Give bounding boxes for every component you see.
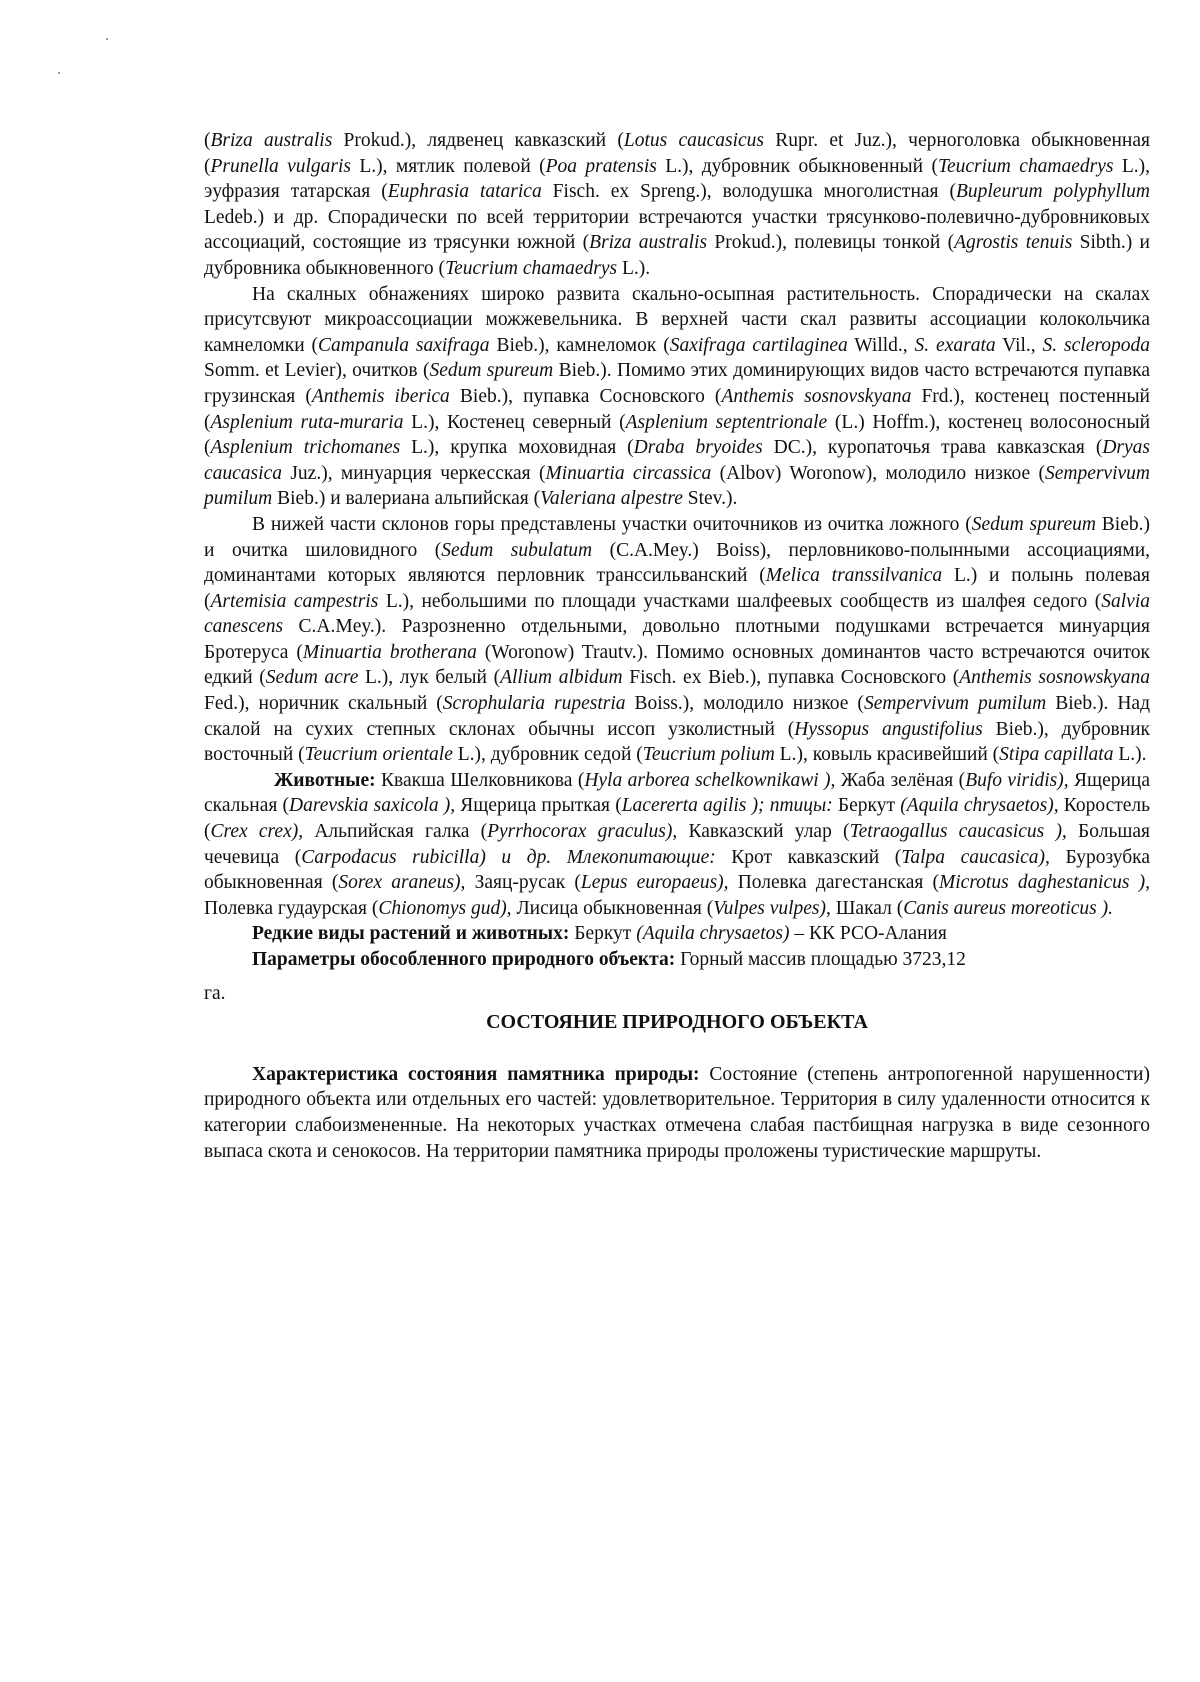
text-run: В нижей части склонов горы представлены участки очиточников из очитка ложного (	[252, 513, 972, 535]
paragraph-rock-vegetation	[204, 282, 1150, 512]
paragraph-parameters	[204, 947, 1150, 973]
latin-name: Hyla arborea schelkownikawi ),	[584, 769, 836, 791]
text-run: Ящерица скальная (	[204, 769, 1151, 817]
latin-name: Saxifraga cartilaginea	[669, 334, 848, 356]
text-run: (Woronow) Trautv.). Помимо основных доминантов часто встречаются очиток едкий (	[204, 641, 1150, 689]
text-run: Беркут	[832, 795, 901, 817]
latin-name: Lotus caucasicus	[623, 130, 765, 151]
text-run: (Albov) Woronow), молодило низкое (	[711, 462, 1045, 484]
text-run: L.), мятлик полевой (	[351, 155, 546, 177]
text-run: (C.A.Mey.) Boiss), перловниково-полынными ассоциациями, доминантами которых являются перловник транссильванский (	[204, 539, 1151, 587]
text-run: L.), дубровник обыкновенный (	[656, 155, 938, 177]
text-run: Лисица обыкновенная (	[511, 897, 714, 919]
latin-name: Minuartia brotherana	[302, 641, 477, 663]
latin-name: Bupleurum polyphyllum	[955, 181, 1150, 203]
text-run: Fisch. ex Bieb.), пупавка Сосновского (	[622, 667, 960, 689]
text-run: Fed.), норичник скальный (	[204, 693, 443, 715]
text-run: Sibth.) и дубровника обыкновенного (	[204, 232, 1150, 279]
latin-name: Campanula saxifraga	[318, 334, 490, 356]
text-run: Vil.,	[995, 334, 1043, 356]
text-run: Коростель (	[204, 795, 1151, 843]
latin-name: Lacererta agilis ); птицы:	[621, 795, 833, 817]
text-run: Большая чечевица (	[204, 821, 1150, 868]
latin-name: Sorex araneus),	[338, 872, 466, 894]
text-run: Bieb.). Над скалой на сухих степных склонах обычны иссоп узколистный (	[204, 693, 1150, 740]
text-run: Prokud.), полевицы тонкой (	[707, 232, 955, 254]
text-run: Bieb.), камнеломок (	[489, 334, 670, 356]
latin-name: Sedum spureum	[971, 513, 1096, 535]
text-run: Альпийская галка (	[303, 821, 488, 843]
text-run: Juz.), минуарция черкесская (	[281, 462, 546, 484]
latin-name: S. exarata	[914, 334, 996, 356]
paragraph-meadow-vegetation	[204, 128, 1150, 282]
latin-name: Pyrrhocorax graculus),	[487, 821, 678, 843]
state-label: Характеристика состояния памятника природы:	[252, 1063, 700, 1085]
bold-label: Редкие виды растений и животных:	[252, 923, 570, 945]
latin-name: Carpodacus rubicilla) и др. Млекопитающие:	[301, 846, 716, 868]
latin-name: Hyssopus angustifolius	[794, 718, 983, 740]
text-run: L.), крупка моховидная (	[400, 437, 634, 459]
text-run: Ящерица прыткая (	[455, 795, 622, 817]
text-run: Somm. et Levier), очитков (	[204, 360, 430, 382]
latin-name: Valeriana alpestre	[540, 488, 683, 510]
text-run: L.), ковыль красивейший (	[774, 744, 1000, 766]
text-run: Ledeb.) и др. Спорадически по всей территории встречаются участки трясунково-полевично-дубровниковых ассоциаций, состоящие из трясунки южной (	[204, 206, 1150, 254]
document-page	[204, 128, 1150, 1164]
latin-name: Poa pratensis	[545, 155, 657, 177]
paragraph-animals	[204, 768, 1150, 922]
state-text: Состояние (степень антропогенной нарушенности) природного объекта или отдельных его частей: удовлетворительное. Территория в силу удаленности относится к категории слабоизмененные. На некоторых участках отмечена слабая пастбищная нагрузка в виде сезонного выпаса скота и сенокосов. На территории памятника природы проложены туристические маршруты.	[204, 1063, 1150, 1162]
latin-name: Artemisia campestris	[210, 590, 379, 612]
latin-name: Briza australis	[210, 130, 333, 151]
latin-name: Asplenium ruta-muraria	[210, 411, 404, 433]
latin-name: Asplenium septentrionale	[625, 411, 828, 433]
text-run: Boiss.), молодило низкое (	[625, 693, 864, 715]
text-run: L.), эуфразия татарская (	[204, 155, 1150, 203]
latin-name: Melica transsilvanica	[765, 565, 943, 587]
text-run: Заяц-русак (	[465, 872, 581, 894]
text-run: На скалных обнажениях широко развита скально-осыпная растительность. Спорадически на скалах присутсвуют микроассоциации можжевельника. В верхней части скал развиты ассоциации колокольчика камнеломки (	[204, 283, 1150, 356]
scan-speck	[106, 38, 108, 40]
latin-name: S. scleropoda	[1042, 334, 1150, 356]
text-run: Frd.), костенец постенный (	[204, 385, 1150, 433]
latin-name: Sempervivum pumilum	[863, 693, 1047, 715]
latin-name: Tetraogallus caucasicus ),	[849, 821, 1067, 843]
text-run: Жаба зелёная (	[835, 769, 966, 791]
parameters-label: Параметры обособленного природного объекта:	[252, 949, 676, 970]
text-run: Bieb.), пупавка Сосновского (	[449, 385, 722, 407]
latin-name: Vulpes vulpes),	[713, 897, 831, 919]
latin-name: Teucrium polium	[642, 744, 775, 766]
latin-name: Anthemis sosnowskyana	[959, 667, 1150, 689]
parameters-unit: га.	[204, 982, 226, 1004]
text-run: L.).	[1113, 744, 1147, 766]
text-run: L.), лук белый (	[358, 667, 501, 689]
latin-name: Draba bryoides	[633, 437, 763, 459]
text-run: Крот кавказский (	[715, 846, 902, 868]
latin-name: Asplenium trichomanes	[210, 437, 401, 459]
latin-name: Sedum subulatum	[441, 539, 593, 561]
text-run: Bieb.) и очитка шиловидного (	[204, 513, 1150, 561]
latin-name: Anthemis iberica	[311, 385, 450, 407]
text-run: Шакал (	[830, 897, 904, 919]
paragraph-lower-slopes	[204, 512, 1150, 768]
scan-speck	[58, 72, 60, 74]
latin-name: Scrophularia rupestria	[442, 693, 626, 715]
text-run: – КК РСО-Алания	[789, 923, 947, 945]
latin-name: (Aquila chrysaetos),	[900, 795, 1059, 817]
text-run: Willd.,	[847, 334, 915, 356]
latin-name: (Aquila chrysaetos)	[636, 923, 790, 945]
latin-name: Sempervivum pumilum	[204, 462, 1150, 510]
text-run: Бурозубка обыкновенная (	[204, 846, 1150, 894]
text-run: C.A.Mey.). Разрозненно отдельными, довольно плотными подушками встречается минуарция Бротеруса (	[204, 616, 1150, 663]
section-title: СОСТОЯНИЕ ПРИРОДНОГО ОБЪЕКТА	[486, 1011, 868, 1034]
text-run: Квакша Шелковникова (	[375, 769, 585, 791]
text-run: L.), Костенец северный (	[403, 411, 626, 433]
text-run: Stev.).	[682, 488, 738, 510]
latin-name: Minuartia circassica	[545, 462, 712, 484]
text-run: L.), небольшими по площади участками шалфеевых сообществ из шалфея седого (	[378, 590, 1102, 612]
latin-name: Prunella vulgaris	[210, 155, 352, 177]
text-run: Bieb.) и валериана альпийская (	[272, 488, 541, 510]
latin-name: Allium albidum	[500, 667, 623, 689]
latin-name: Sedum acre	[265, 667, 359, 689]
latin-name: Microtus daghestanicus ),	[939, 872, 1150, 894]
latin-name: Euphrasia tatarica	[387, 181, 542, 203]
text-run: L.) и полынь полевая (	[204, 565, 1150, 612]
text-run: Полевка дагестанская (	[728, 872, 939, 894]
latin-name: Canis aureus moreoticus ).	[903, 897, 1113, 919]
paragraph-state	[204, 1062, 1150, 1164]
latin-name: Talpa caucasica),	[901, 846, 1050, 868]
parameters-value: Горный массив площадью 3723,12	[675, 949, 966, 970]
text-run: (L.) Hoffm.), костенец волосоносный (	[204, 411, 1151, 459]
latin-name: Anthemis sosnovskyana	[721, 385, 912, 407]
latin-name: Crex crex),	[210, 821, 304, 843]
latin-name: Teucrium chamaedrys	[445, 257, 618, 279]
text-run: Кавказский улар (	[677, 821, 850, 843]
bold-label: Животные:	[274, 769, 376, 791]
text-run: Полевка гудаурская (	[204, 897, 379, 919]
text-run: Bieb.). Помимо этих доминирующих видов часто встречаются пупавка грузинская (	[204, 360, 1150, 407]
text-run: L.), дубровник седой (	[452, 744, 643, 766]
latin-name: Stipa capillata	[999, 744, 1114, 766]
text-run: DC.), куропаточья трава кавказская (	[762, 437, 1103, 459]
latin-name: Teucrium chamaedrys	[937, 155, 1114, 177]
latin-name: Salvia canescens	[204, 590, 1150, 638]
latin-name: Teucrium orientale	[304, 744, 453, 766]
latin-name: Sedum spureum	[429, 360, 554, 382]
text-run: Rupr. et Juz.), черноголовка обыкновенная (	[204, 130, 1150, 177]
latin-name: Lepus europaeus),	[580, 872, 729, 894]
text-run: L.).	[617, 257, 651, 279]
text-run: Беркут	[569, 923, 637, 945]
latin-name: Agrostis tenuis	[954, 232, 1073, 254]
text-run: (	[204, 130, 211, 151]
text-run: Prokud.), лядвенец кавказский (	[332, 130, 624, 151]
latin-name: Darevskia saxicola ),	[289, 795, 456, 817]
latin-name: Dryas caucasica	[204, 437, 1150, 484]
latin-name: Bufo viridis),	[965, 769, 1069, 791]
text-run: Bieb.), дубровник восточный (	[204, 718, 1151, 766]
text-run: Fisch. ex Spreng.), володушка многолистная (	[541, 181, 956, 203]
paragraph-rare-species	[204, 921, 1150, 947]
latin-name: Chionomys gud),	[378, 897, 512, 919]
latin-name: Briza australis	[589, 232, 708, 254]
